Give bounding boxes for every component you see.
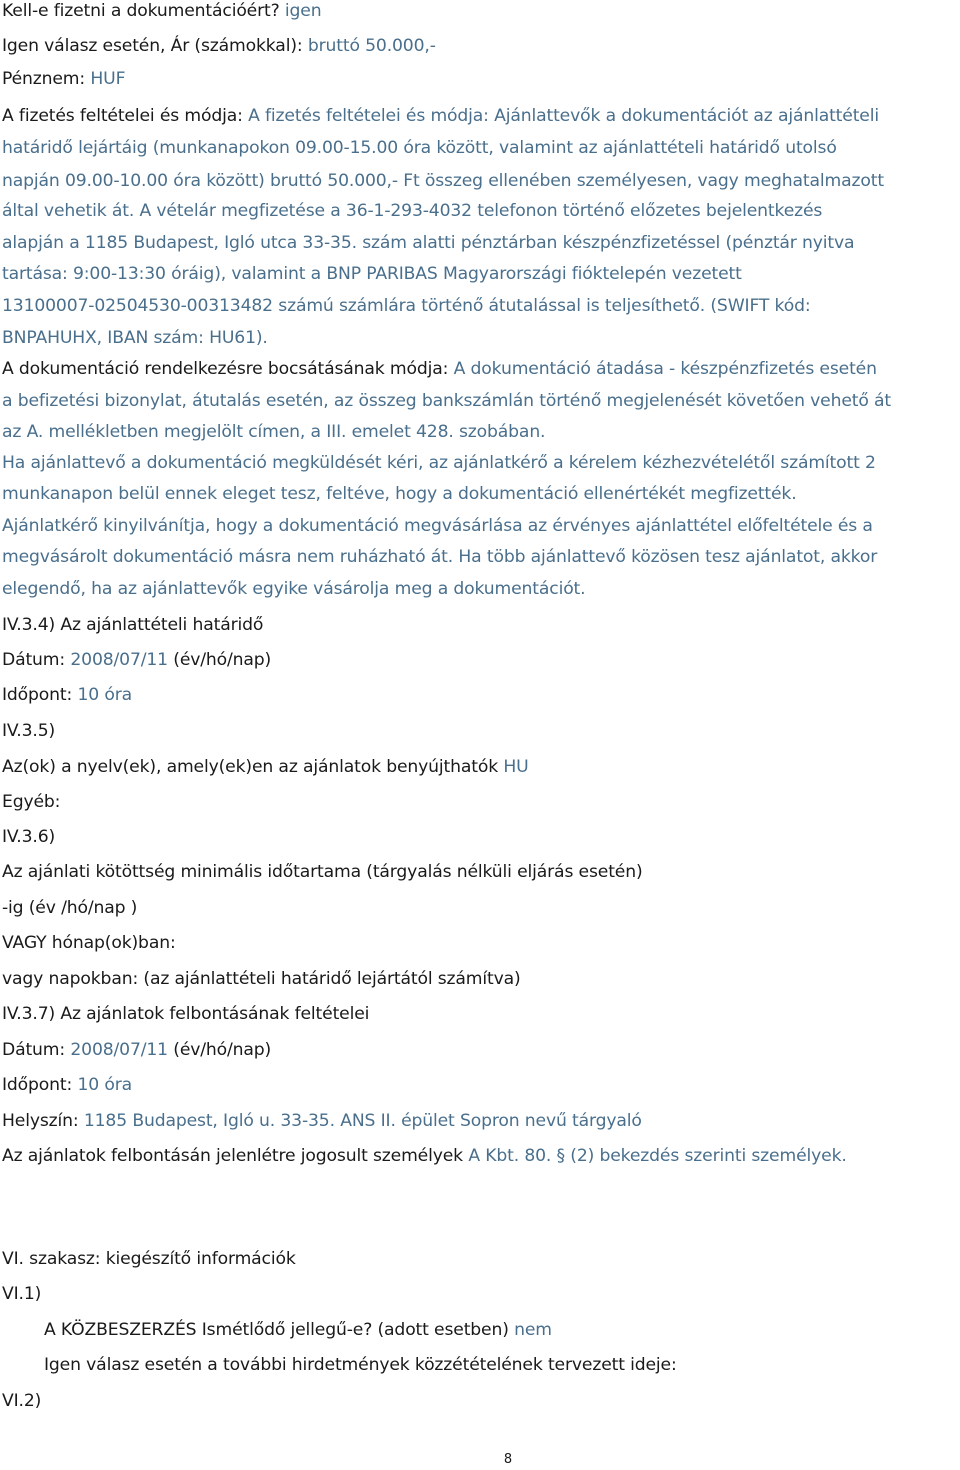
doc-line: Igen válasz esetén a további hirdetmények közzétételének tervezett ideje: [44, 1355, 677, 1375]
doc-line: az A. mellékletben megjelölt címen, a III. emelet 428. szobában. [2, 422, 546, 442]
doc-line: napján 09.00-10.00 óra között) bruttó 50.000,- Ft összeg ellenében személyesen, vagy meghatalmazott [2, 171, 884, 191]
doc-line: Helyszín: 1185 Budapest, Igló u. 33-35. ANS II. épület Sopron nevű tárgyaló [2, 1111, 642, 1131]
section-heading: IV.3.5) [2, 721, 56, 741]
doc-line: VAGY hónap(ok)ban: [2, 933, 176, 953]
doc-line: Ha ajánlattevő a dokumentáció megküldését kéri, az ajánlatkérő a kérelem kézhezvételétől számított 2 [2, 453, 876, 473]
section-heading: VI.2) [2, 1391, 42, 1411]
doc-line: elegendő, ha az ajánlattevők egyike vásárolja meg a dokumentációt. [2, 579, 586, 599]
section-heading: IV.3.6) [2, 827, 56, 847]
doc-line: által vehetik át. A vételár megfizetése a 36-1-293-4032 telefonon történő előzetes bejelentkezés [2, 201, 823, 221]
doc-line: Az(ok) a nyelv(ek), amely(ek)en az ajánlatok benyújthatók HU [2, 757, 529, 777]
doc-line: Dátum: 2008/07/11 (év/hó/nap) [2, 1040, 272, 1060]
section-heading: VI. szakasz: kiegészítő információk [2, 1249, 296, 1269]
doc-line: vagy napokban: (az ajánlattételi határidő lejártától számítva) [2, 969, 521, 989]
doc-line: A fizetés feltételei és módja: A fizetés feltételei és módja: Ajánlattevők a dokumentációt az ajánlattételi [2, 106, 879, 126]
doc-line: a befizetési bizonylat, átutalás esetén, az összeg bankszámlán történő megjelenését követően vehető át [2, 391, 892, 411]
doc-line: BNPAHUHX, IBAN szám: HU61). [2, 328, 268, 348]
doc-line: Igen válasz esetén, Ár (számokkal): bruttó 50.000,- [2, 36, 436, 56]
doc-line: tartása: 9:00-13:30 óráig), valamint a BNP PARIBAS Magyarországi fióktelepén vezetett [2, 264, 742, 284]
doc-line: Ajánlatkérő kinyilvánítja, hogy a dokumentáció megvásárlása az érvényes ajánlattétel előfeltétele és a [2, 516, 873, 536]
doc-line: munkanapon belül ennek eleget tesz, feltéve, hogy a dokumentáció ellenértékét megfizették. [2, 484, 797, 504]
doc-line: -ig (év /hó/nap ) [2, 898, 138, 918]
section-heading: IV.3.4) Az ajánlattételi határidő [2, 615, 264, 635]
doc-line: megvásárolt dokumentáció másra nem ruházható át. Ha több ajánlattevő közösen tesz ajánlatot, akkor [2, 547, 878, 567]
doc-line: A KÖZBESZERZÉS Ismétlődő jellegű-e? (adott esetben) nem [44, 1320, 552, 1340]
section-heading: IV.3.7) Az ajánlatok felbontásának feltételei [2, 1004, 370, 1024]
section-heading: VI.1) [2, 1284, 42, 1304]
doc-line: alapján a 1185 Budapest, Igló utca 33-35. szám alatti pénztárban készpénzfizetéssel (pénztár nyitva [2, 233, 855, 253]
doc-line: Időpont: 10 óra [2, 685, 133, 705]
doc-line: Egyéb: [2, 792, 61, 812]
doc-line: Az ajánlatok felbontásán jelenlétre jogosult személyek A Kbt. 80. § (2) bekezdés szerinti személyek. [2, 1146, 847, 1166]
doc-line: Az ajánlati kötöttség minimális időtartama (tárgyalás nélküli eljárás esetén) [2, 862, 643, 882]
doc-line: Időpont: 10 óra [2, 1075, 133, 1095]
doc-line: A dokumentáció rendelkezésre bocsátásának módja: A dokumentáció átadása - készpénzfizetés esetén [2, 359, 877, 379]
doc-line: határidő lejártáig (munkanapokon 09.00-15.00 óra között, valamint az ajánlattételi határidő utolsó [2, 138, 837, 158]
doc-line: Dátum: 2008/07/11 (év/hó/nap) [2, 650, 272, 670]
page-number: 8 [503, 1452, 513, 1467]
doc-line: 13100007-02504530-00313482 számú számlára történő átutalással is teljesíthető. (SWIFT kód: [2, 296, 811, 316]
doc-line: Pénznem: HUF [2, 69, 126, 89]
doc-line: Kell-e fizetni a dokumentációért? igen [2, 1, 322, 21]
